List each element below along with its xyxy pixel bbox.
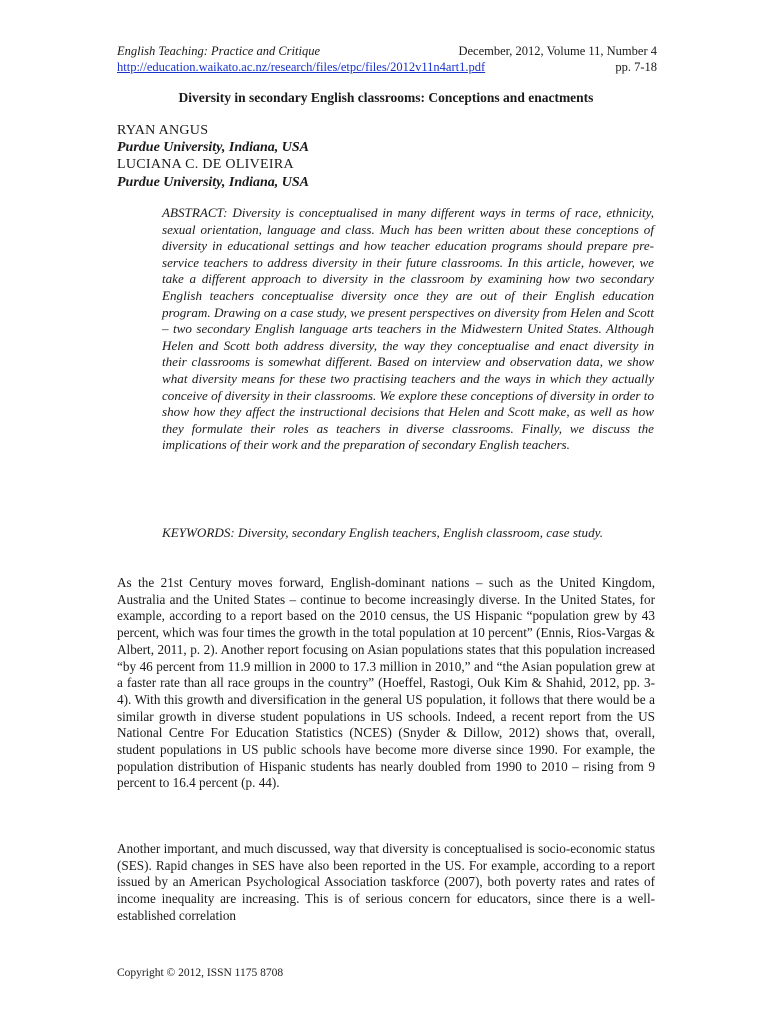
copyright-footer: Copyright © 2012, ISSN 1175 8708 xyxy=(117,967,284,979)
body-paragraph: As the 21st Century moves forward, English-dominant nations – such as the United Kingdom, Australia and the United States – continue to become increasingly diverse. In the United States, for example, according to a report based on the 2010 census, the US Hispanic “population grew by 43 percent, which was four times the growth in the total population at 10 percent” (Ennis, Rios-Vargas & Albert, 2011, p. 2). Another report focusing on Asian populations states that this population increased “by 46 percent from 11.9 million in 2000 to 17.3 million in 2010,” and “the Asian population grew at a faster rate than all race groups in the country” (Hoeffel, Rastogi, Ouk Kim & Shahid, 2012, pp. 3-4). With this growth and diversification in the general US population, it follows that there would be a similar growth in diverse student populations in US schools. Indeed, a recent report from the US National Centre For Education Statistics (NCES) (Snyder & Dillow, 2012) shows that, overall, student populations in US public schools have become more diverse since 1990. For example, the population distribution of Hispanic students has nearly doubled from 1990 to 2010 – rising from 9 percent to 16.4 percent (p. 44). xyxy=(117,575,655,791)
author-name: RYAN ANGUS xyxy=(117,123,209,138)
abstract: ABSTRACT: Diversity is conceptualised in many different ways in terms of race, ethnicity, sexual orientation, language and class. Much has been written about these conceptions of diversity in educational settings and how teacher education programs should prepare pre-service teachers to address diversity in their future classrooms. In this article, however, we take a different approach to diversity in the classroom by examining how two secondary English teachers conceptualise diversity once they are out of their English education program. Drawing on a case study, we present perspectives on diversity from Helen and Scott – two secondary English language arts teachers in the Midwestern United States. Although Helen and Scott both address diversity, the way they conceptualise and enact diversity in their classrooms is somewhat different. Based on interview and observation data, we show what diversity means for these two practising teachers and the ways in which they actually conceive of diversity in their classrooms. We explore these conceptions of diversity in order to show how they affect the instructional decisions that Helen and Scott make, as well as how they formulate their roles as teachers in diverse classrooms. Finally, we discuss the implications of their work and the preparation of secondary English teachers. xyxy=(162,205,654,453)
author-block xyxy=(117,122,309,191)
page-range: pp. 7-18 xyxy=(615,60,657,74)
article-title: Diversity in secondary English classrooms: Conceptions and enactments xyxy=(178,90,594,105)
journal-name: English Teaching: Practice and Critique xyxy=(117,44,320,58)
article-url-link[interactable]: http://education.waikato.ac.nz/research/files/etpc/files/2012v11n4art1.pdf xyxy=(117,60,486,74)
body-paragraph: Another important, and much discussed, way that diversity is conceptualised is socio-economic status (SES). Rapid changes in SES have also been reported in the US. For example, according to a report issued by an American Psychological Association taskforce (2007), both poverty rates and rates of income inequality are increasing. This is of serious concern for educators, since there is a well-established correlation xyxy=(117,841,655,923)
author-name: LUCIANA C. DE OLIVEIRA xyxy=(117,157,294,173)
keywords: KEYWORDS: Diversity, secondary English teachers, English classroom, case study. xyxy=(162,525,604,540)
author-affiliation: Purdue University, Indiana, USA xyxy=(117,140,310,156)
author-affiliation: Purdue University, Indiana, USA xyxy=(117,174,310,190)
issue-info: December, 2012, Volume 11, Number 4 xyxy=(458,44,657,58)
